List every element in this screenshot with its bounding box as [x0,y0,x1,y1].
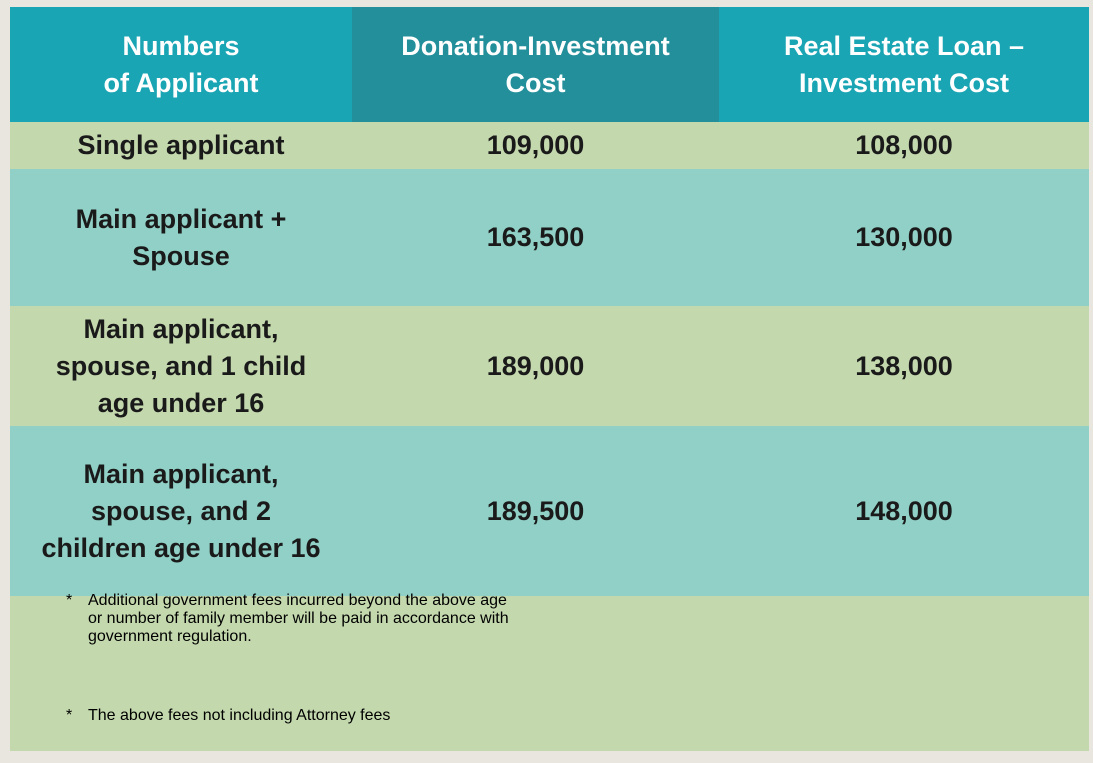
donation-cost-cell: 189,500 [486,495,585,526]
real-estate-cost-cell: 148,000 [855,495,953,526]
table-row [10,169,1089,306]
table-row [10,426,1089,596]
donation-cost-cell: 189,000 [486,350,585,381]
real-estate-cost-cell: 130,000 [855,222,953,252]
note-additional-fees [66,592,509,646]
table-header [10,7,1089,122]
donation-cost-cell: 163,500 [486,222,585,252]
header-applicants: Numbers of Applicant [103,30,259,98]
real-estate-cost-cell: 138,000 [855,350,953,381]
table-row [10,122,1089,169]
table-row [10,306,1089,426]
note-attorney-fees [66,707,390,725]
note-marker: * [66,592,73,609]
applicant-cell: Single applicant [77,130,285,160]
applicant-cell: Main applicant + Spouse [75,203,287,271]
donation-cost-cell: 109,000 [486,130,585,160]
applicant-cell: Main applicant, spouse, and 2 children age under 16 [41,458,321,563]
real-estate-cost-cell: 108,000 [855,130,953,160]
note-text: The above fees not including Attorney fees [88,707,391,724]
note-text: Additional government fees incurred beyond the above age or number of family member will be paid in accordance with government regulation. [88,592,509,645]
note-marker: * [66,707,73,724]
header-real-estate-cost: Real Estate Loan – Investment Cost [783,30,1025,98]
applicant-cell: Main applicant, spouse, and 1 child age under 16 [55,313,307,418]
header-donation-cost: Donation-Investment Cost [352,7,719,122]
